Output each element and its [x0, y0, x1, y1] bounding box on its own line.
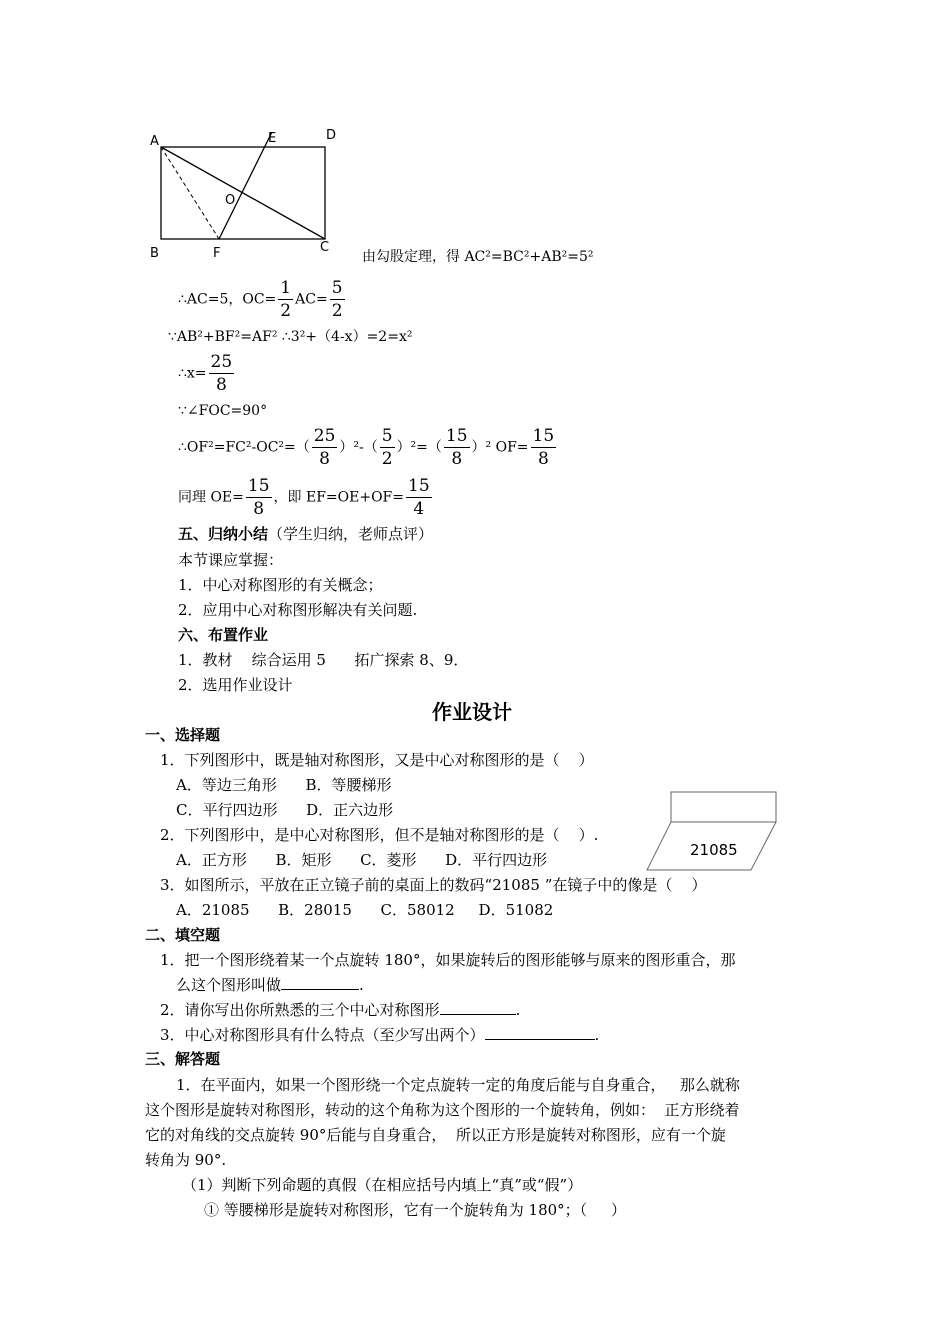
diagonal-ac — [161, 147, 325, 239]
section-answer-heading: 三、解答题 — [145, 1050, 221, 1068]
heading-note: （学生归纳，老师点评） — [268, 525, 434, 543]
fraction-15-8 — [246, 476, 272, 519]
fill-question-1a: 1．把一个图形绕着某一个点旋转 180°，如果旋转后的图形能够与原来的图形重合，那 — [160, 951, 736, 969]
answer-blank[interactable] — [485, 1039, 595, 1040]
solution-line-ac — [178, 278, 347, 321]
heading-text: 五、归纳小结 — [178, 525, 269, 543]
label-o: O — [225, 193, 236, 208]
fraction-25-8 — [209, 352, 235, 395]
line-text: ）²-（ — [339, 439, 378, 456]
answer-question-line-2: 这个图形是旋转对称图形，转动的这个角称为这个图形的一个旋转角，例如： 正方形绕着 — [145, 1101, 740, 1119]
fraction-15-8 — [531, 426, 557, 469]
question-2: 2．下列图形中，是中心对称图形，但不是轴对称图形的是（ ）. — [160, 826, 599, 844]
mirror-rect — [671, 792, 776, 822]
fraction-15-8 — [444, 426, 470, 469]
solution-line-ef — [178, 476, 434, 519]
mirror-number: 21085 — [690, 841, 738, 859]
fraction-5-2 — [330, 278, 345, 321]
solution-line-x — [178, 352, 236, 395]
homework-heading: 六、布置作业 — [178, 626, 269, 644]
numerator: 15 — [445, 426, 468, 446]
numerator: 15 — [532, 426, 555, 446]
denominator: 8 — [253, 499, 265, 519]
denominator: 4 — [413, 499, 425, 519]
mirror-figure — [645, 790, 780, 875]
numerator: 1 — [280, 278, 292, 298]
segment-ef — [219, 132, 272, 239]
fill-question-2: 2．请你写出你所熟悉的三个中心对称图形 . — [160, 1001, 521, 1019]
line-text: ∴x= — [178, 365, 207, 382]
question-3: 3．如图所示，平放在正立镜子前的桌面上的数码“21085 ”在镜子中的像是（ ） — [160, 876, 707, 894]
answer-blank[interactable] — [281, 989, 359, 990]
fraction-15-4 — [406, 476, 432, 519]
answer-question-line-1: 1．在平面内，如果一个图形绕一个定点旋转一定的角度后能与自身重合， 那么就称 — [176, 1076, 740, 1094]
line-text: ∴OF²=FC²-OC²=（ — [178, 439, 310, 456]
denominator: 2 — [331, 301, 343, 321]
answer-question-line-3: 它的对角线的交点旋转 90°后能与自身重合， 所以正方形是旋转对称图形，应有一个旋 — [145, 1126, 726, 1144]
answer-subquestion-item-1: ① 等腰梯形是旋转对称图形，它有一个旋转角为 180°；（ ） — [204, 1201, 627, 1219]
question-1-options-b: C．平行四边形 D．正六边形 — [176, 801, 394, 819]
question-3-options: A．21085 B．28015 C．58012 D．51082 — [176, 901, 554, 919]
section-choice-heading: 一、选择题 — [145, 726, 221, 744]
fraction-25-8 — [312, 426, 338, 469]
denominator: 2 — [280, 301, 292, 321]
line-text: ，即 EF=OE+OF= — [273, 489, 404, 506]
pythagoras-line: 由勾股定理，得 AC²=BC²+AB²=5² — [362, 249, 594, 265]
question-2-options: A．正方形 B．矩形 C．菱形 D．平行四边形 — [176, 851, 548, 869]
answer-subquestion: （1）判断下列命题的真假（在相应括号内填上“真”或“假”） — [182, 1176, 583, 1194]
fill-question-3: 3．中心对称图形具有什么特点（至少写出两个） . — [160, 1026, 600, 1044]
line-text: ∴AC=5，OC= — [178, 291, 277, 308]
solution-line-angle: ∵∠FOC=90° — [178, 403, 268, 419]
summary-item-2: 2．应用中心对称图形解决有关问题. — [178, 601, 418, 619]
page-title: 作业设计 — [432, 700, 512, 724]
question-text: 2．请你写出你所熟悉的三个中心对称图形 — [160, 1001, 440, 1019]
question-text: 么这个图形叫做 — [176, 976, 282, 994]
denominator: 8 — [451, 449, 463, 469]
numerator: 25 — [210, 352, 233, 372]
summary-item-1: 1．中心对称图形的有关概念； — [178, 576, 383, 594]
label-f: F — [213, 246, 221, 261]
numerator: 15 — [408, 476, 430, 496]
denominator: 8 — [319, 449, 330, 469]
label-c: C — [320, 240, 330, 255]
summary-intro: 本节课应掌握： — [178, 551, 284, 569]
question-1: 1．下列图形中，既是轴对称图形，又是中心对称图形的是（ ） — [160, 751, 594, 769]
homework-item-1: 1．教材 综合运用 5 拓广探索 8、9． — [178, 651, 469, 669]
denominator: 8 — [215, 375, 227, 395]
denominator: 2 — [381, 449, 393, 469]
question-text: 3．中心对称图形具有什么特点（至少写出两个） — [160, 1026, 485, 1044]
solution-line-of — [178, 426, 558, 469]
solution-line-af: ∵AB²+BF²=AF² ∴3²+（4-x）=2=x² — [168, 329, 413, 345]
summary-heading — [178, 527, 433, 542]
fraction-5-2 — [380, 426, 395, 469]
answer-blank[interactable] — [440, 1014, 516, 1015]
numerator: 15 — [247, 476, 270, 496]
rectangle-figure — [140, 120, 350, 270]
label-e: E — [268, 131, 277, 146]
line-text: 同理 OE= — [178, 489, 244, 506]
segment-af-dashed — [161, 147, 219, 239]
line-text: ）² OF= — [471, 439, 529, 456]
numerator: 5 — [331, 278, 343, 298]
fill-question-1b: 么这个图形叫做 . — [176, 976, 364, 994]
numerator: 25 — [313, 426, 336, 446]
label-a: A — [150, 134, 159, 149]
section-fill-heading: 二、填空题 — [145, 926, 221, 944]
label-b: B — [150, 246, 159, 261]
question-1-options-a: A．等边三角形 B．等腰梯形 — [176, 776, 392, 794]
line-text: AC= — [295, 291, 328, 308]
denominator: 8 — [537, 449, 549, 469]
line-text: ）²=（ — [396, 439, 442, 456]
numerator: 5 — [381, 426, 393, 446]
label-d: D — [326, 128, 337, 143]
answer-question-line-4: 转角为 90°. — [145, 1151, 227, 1169]
fraction-1-2 — [278, 278, 293, 321]
homework-item-2: 2．选用作业设计 — [178, 676, 293, 694]
